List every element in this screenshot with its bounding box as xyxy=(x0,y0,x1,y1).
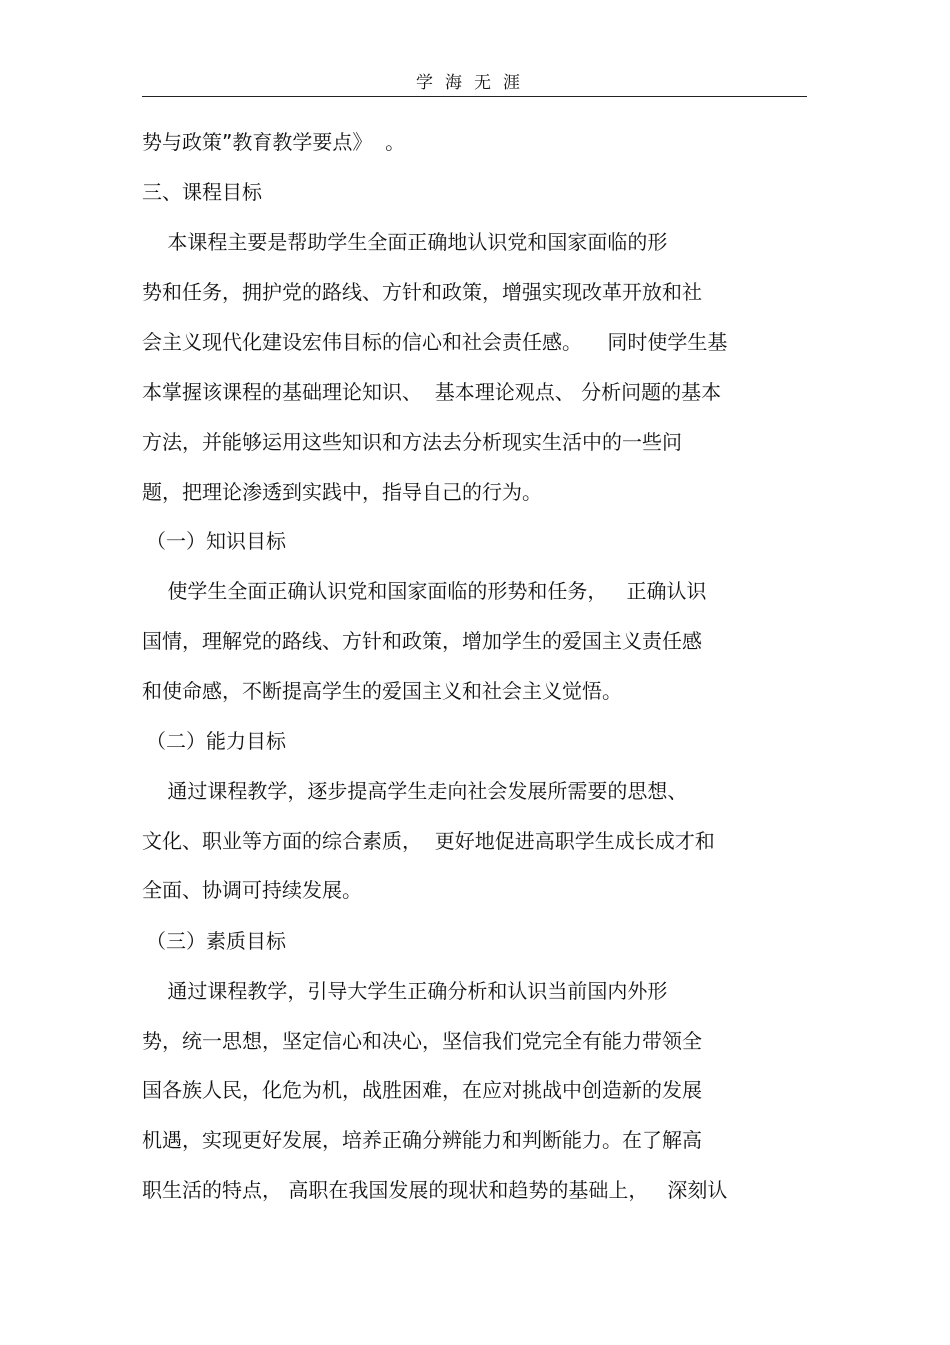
subsection-heading: （三）素质目标 xyxy=(146,929,286,953)
header-divider xyxy=(142,96,807,97)
text-line: 机遇，实现更好发展，培养正确分辨能力和判断能力。在了解高 xyxy=(142,1128,702,1152)
text-line: 本掌握该课程的基础理论知识、 基本理论观点、 分析问题的基本 xyxy=(142,380,722,404)
text-line: 国情，理解党的路线、方针和政策，增加学生的爱国主义责任感 xyxy=(142,629,702,653)
text-line: 通过课程教学，逐步提高学生走向社会发展所需要的思想、 xyxy=(142,779,688,803)
text-line: 势与政策”教育教学要点》 。 xyxy=(142,130,406,154)
subsection-heading: （二）能力目标 xyxy=(146,729,286,753)
section-heading: 三、课程目标 xyxy=(142,180,262,204)
text-line: 使学生全面正确认识党和国家面临的形势和任务， 正确认识 xyxy=(142,579,707,603)
text-line: 方法，并能够运用这些知识和方法去分析现实生活中的一些问 xyxy=(142,430,682,454)
page-header-title: 学海无涯 xyxy=(416,73,532,93)
text-line: 通过课程教学，引导大学生正确分析和认识当前国内外形 xyxy=(142,979,668,1003)
text-line: 全面、协调可持续发展。 xyxy=(142,878,362,902)
text-line: 势和任务，拥护党的路线、方针和政策，增强实现改革开放和社 xyxy=(142,280,702,304)
subsection-heading: （一）知识目标 xyxy=(146,529,286,553)
text-line: 会主义现代化建设宏伟目标的信心和社会责任感。 同时使学生基 xyxy=(142,330,728,354)
text-line: 本课程主要是帮助学生全面正确地认识党和国家面临的形 xyxy=(142,230,668,254)
text-line: 势，统一思想，坚定信心和决心，坚信我们党完全有能力带领全 xyxy=(142,1029,702,1053)
text-line: 文化、职业等方面的综合素质， 更好地促进高职学生成长成才和 xyxy=(142,829,715,853)
text-line: 题，把理论渗透到实践中，指导自己的行为。 xyxy=(142,480,542,504)
text-line: 职生活的特点， 高职在我国发展的现状和趋势的基础上， 深刻认 xyxy=(142,1178,728,1202)
text-line: 国各族人民，化危为机，战胜困难，在应对挑战中创造新的发展 xyxy=(142,1078,702,1102)
text-line: 和使命感，不断提高学生的爱国主义和社会主义觉悟。 xyxy=(142,679,622,703)
